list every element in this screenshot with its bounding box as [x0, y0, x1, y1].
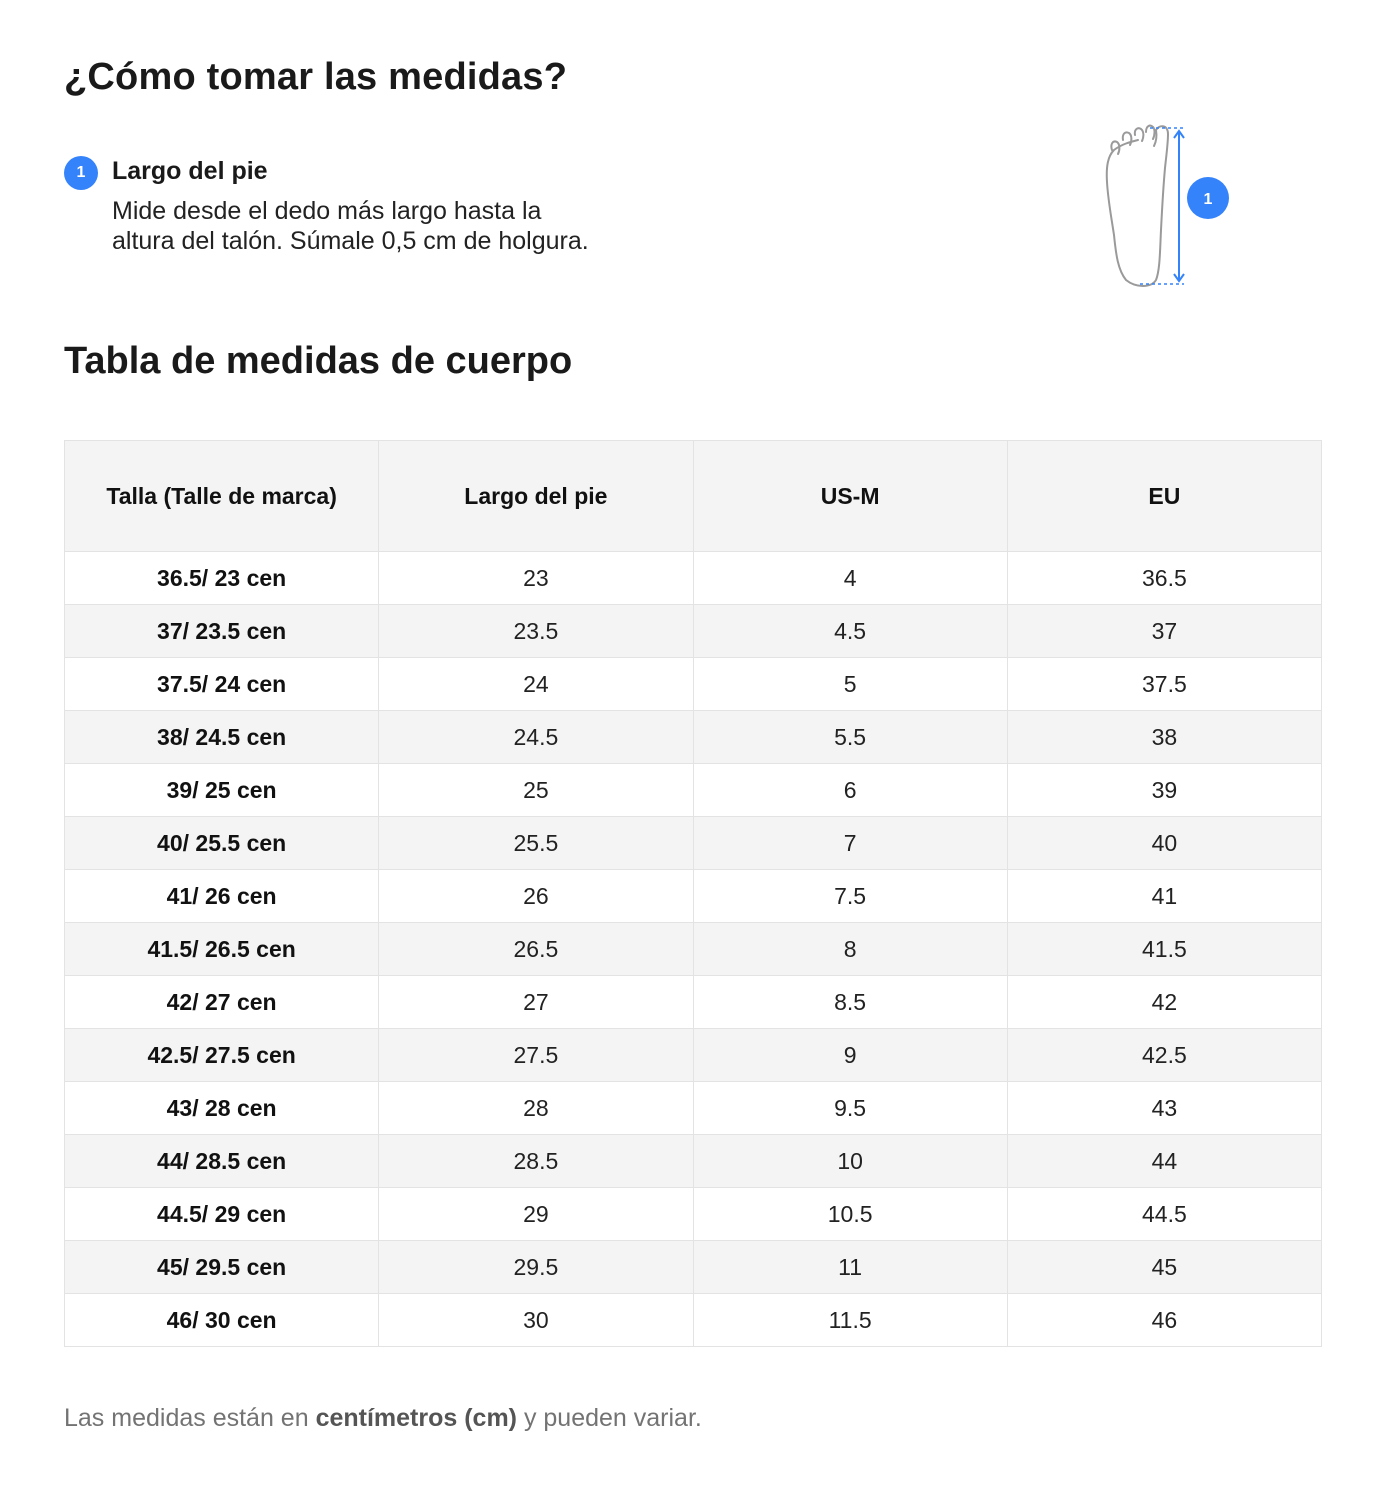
cell-largo: 25.5: [379, 817, 693, 870]
table-row: [65, 817, 1322, 870]
cell-talla: 44/ 28.5 cen: [65, 1135, 379, 1188]
cell-eu: 39: [1007, 764, 1321, 817]
cell-us-m: 10: [693, 1135, 1007, 1188]
cell-talla: 40/ 25.5 cen: [65, 817, 379, 870]
size-table-header-row: [65, 441, 1322, 552]
table-row: [65, 711, 1322, 764]
cell-talla: 46/ 30 cen: [65, 1294, 379, 1347]
how-to-measure-title: ¿Cómo tomar las medidas?: [64, 56, 568, 98]
cell-talla: 37.5/ 24 cen: [65, 658, 379, 711]
cell-eu: 41.5: [1007, 923, 1321, 976]
cell-eu: 41: [1007, 870, 1321, 923]
cell-largo: 25: [379, 764, 693, 817]
cell-largo: 28.5: [379, 1135, 693, 1188]
footnote-prefix: Las medidas están en: [64, 1404, 316, 1432]
header-eu: EU: [1007, 441, 1321, 552]
table-row: [65, 870, 1322, 923]
table-row: [65, 605, 1322, 658]
cell-talla: 42/ 27 cen: [65, 976, 379, 1029]
table-row: [65, 552, 1322, 605]
cell-largo: 23: [379, 552, 693, 605]
cell-eu: 37.5: [1007, 658, 1321, 711]
cell-largo: 30: [379, 1294, 693, 1347]
cell-us-m: 11: [693, 1241, 1007, 1294]
foot-measure-illustration: [1096, 120, 1246, 292]
step-title: Largo del pie: [112, 157, 268, 185]
table-row: [65, 1241, 1322, 1294]
vertical-measure-arrow-icon: [1174, 131, 1184, 281]
cell-us-m: 9.5: [693, 1082, 1007, 1135]
table-row: [65, 1188, 1322, 1241]
cell-largo: 27.5: [379, 1029, 693, 1082]
cell-eu: 38: [1007, 711, 1321, 764]
step-number-badge: 1: [64, 156, 98, 190]
header-largo-del-pie: Largo del pie: [379, 441, 693, 552]
cell-largo: 24: [379, 658, 693, 711]
cell-eu: 42.5: [1007, 1029, 1321, 1082]
cell-talla: 43/ 28 cen: [65, 1082, 379, 1135]
cell-us-m: 4.5: [693, 605, 1007, 658]
cell-us-m: 10.5: [693, 1188, 1007, 1241]
table-row: [65, 658, 1322, 711]
cell-us-m: 7.5: [693, 870, 1007, 923]
cell-us-m: 4: [693, 552, 1007, 605]
table-row: [65, 764, 1322, 817]
cell-talla: 37/ 23.5 cen: [65, 605, 379, 658]
cell-talla: 41.5/ 26.5 cen: [65, 923, 379, 976]
step-description-line-2: altura del talón. Súmale 0,5 cm de holgura.: [112, 227, 589, 255]
table-row: [65, 923, 1322, 976]
cell-us-m: 8.5: [693, 976, 1007, 1029]
size-table-title: Tabla de medidas de cuerpo: [64, 340, 573, 382]
cell-us-m: 8: [693, 923, 1007, 976]
cell-eu: 45: [1007, 1241, 1321, 1294]
cell-largo: 28: [379, 1082, 693, 1135]
header-us-m: US-M: [693, 441, 1007, 552]
cell-largo: 27: [379, 976, 693, 1029]
illustration-badge-number: 1: [1203, 191, 1213, 208]
cell-largo: 26.5: [379, 923, 693, 976]
size-table: [64, 440, 1322, 1347]
cell-eu: 46: [1007, 1294, 1321, 1347]
cell-talla: 45/ 29.5 cen: [65, 1241, 379, 1294]
table-row: [65, 1082, 1322, 1135]
cell-us-m: 6: [693, 764, 1007, 817]
step-description: [112, 196, 712, 256]
cell-us-m: 11.5: [693, 1294, 1007, 1347]
cell-talla: 36.5/ 23 cen: [65, 552, 379, 605]
cell-largo: 26: [379, 870, 693, 923]
cell-talla: 38/ 24.5 cen: [65, 711, 379, 764]
cell-us-m: 5.5: [693, 711, 1007, 764]
cell-largo: 24.5: [379, 711, 693, 764]
cell-eu: 40: [1007, 817, 1321, 870]
cell-eu: 43: [1007, 1082, 1321, 1135]
table-row: [65, 1135, 1322, 1188]
units-footnote: [64, 1404, 702, 1433]
cell-eu: 36.5: [1007, 552, 1321, 605]
cell-eu: 44: [1007, 1135, 1321, 1188]
cell-us-m: 9: [693, 1029, 1007, 1082]
cell-talla: 41/ 26 cen: [65, 870, 379, 923]
cell-largo: 29: [379, 1188, 693, 1241]
cell-talla: 44.5/ 29 cen: [65, 1188, 379, 1241]
cell-us-m: 5: [693, 658, 1007, 711]
cell-eu: 42: [1007, 976, 1321, 1029]
cell-largo: 29.5: [379, 1241, 693, 1294]
cell-us-m: 7: [693, 817, 1007, 870]
table-row: [65, 976, 1322, 1029]
cell-eu: 37: [1007, 605, 1321, 658]
footnote-suffix: y pueden variar.: [517, 1404, 702, 1432]
cell-talla: 39/ 25 cen: [65, 764, 379, 817]
table-row: [65, 1029, 1322, 1082]
foot-outline-icon: [1096, 120, 1246, 292]
table-row: [65, 1294, 1322, 1347]
cell-talla: 42.5/ 27.5 cen: [65, 1029, 379, 1082]
footnote-units-bold: centímetros (cm): [315, 1404, 518, 1432]
cell-largo: 23.5: [379, 605, 693, 658]
header-talla: Talla (Talle de marca): [65, 441, 379, 552]
step-description-line-1: Mide desde el dedo más largo hasta la: [112, 197, 542, 225]
cell-eu: 44.5: [1007, 1188, 1321, 1241]
